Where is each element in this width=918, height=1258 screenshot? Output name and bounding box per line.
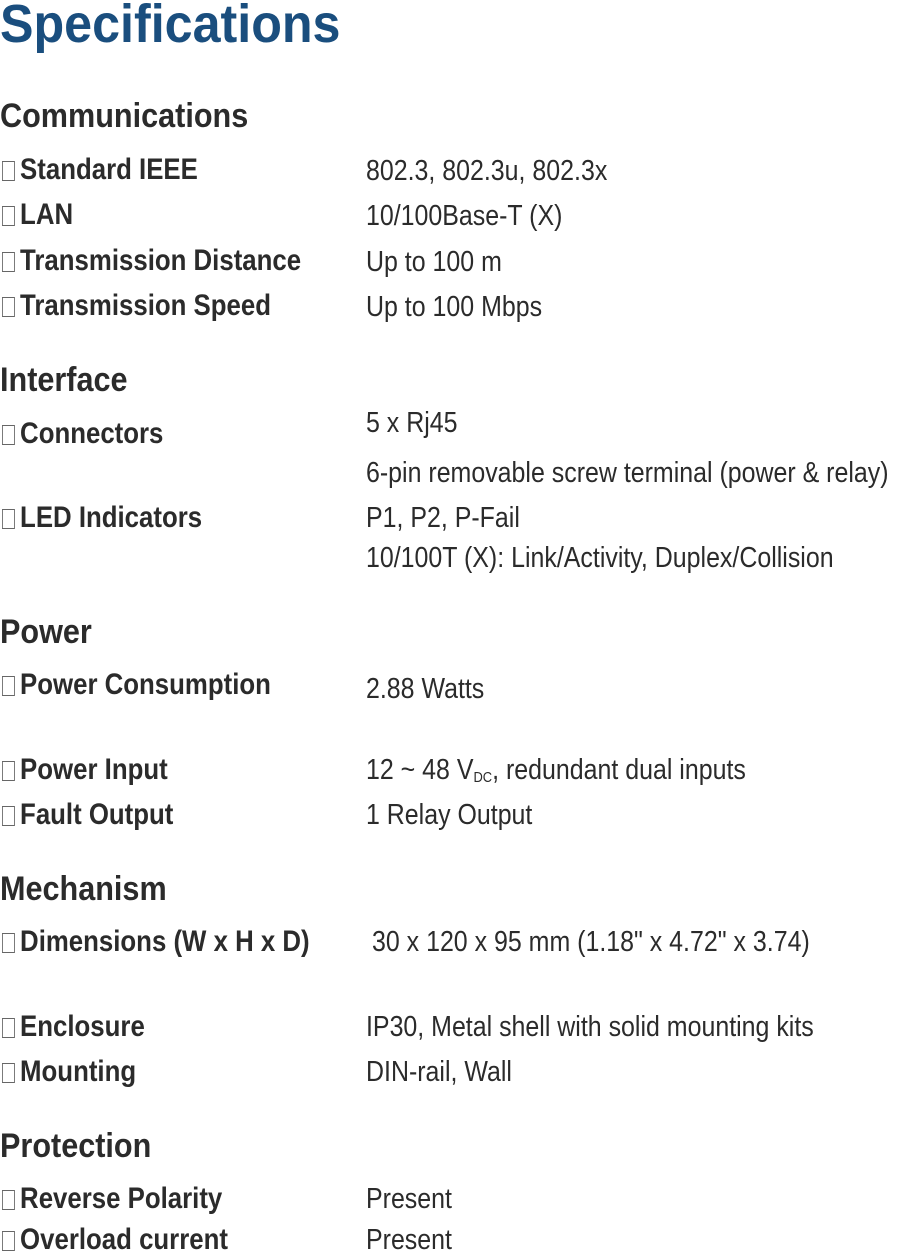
checkbox-glyph-icon bbox=[2, 297, 15, 317]
spec-value-mounting: DIN-rail, Wall bbox=[366, 1056, 512, 1088]
spec-value-connectors-2: 6-pin removable screw terminal (power & relay) bbox=[366, 457, 889, 489]
spec-value-led-indicators-1: P1, P2, P-Fail bbox=[366, 502, 520, 534]
spec-label-dimensions: Dimensions (W x H x D) bbox=[2, 924, 310, 960]
checkbox-glyph-icon bbox=[2, 252, 15, 272]
checkbox-glyph-icon bbox=[2, 933, 15, 953]
spec-value-transmission-speed: Up to 100 Mbps bbox=[366, 291, 543, 323]
spec-value-enclosure: IP30, Metal shell with solid mounting kits bbox=[366, 1011, 814, 1043]
spec-value-standard-ieee: 802.3, 802.3u, 802.3x bbox=[366, 155, 608, 187]
section-heading-communications: Communications bbox=[0, 97, 249, 135]
checkbox-glyph-icon bbox=[2, 509, 15, 529]
spec-label-enclosure: Enclosure bbox=[2, 1009, 145, 1045]
spec-value-connectors-1: 5 x Rj45 bbox=[366, 407, 458, 439]
spec-label-power-consumption: Power Consumption bbox=[2, 667, 271, 703]
checkbox-glyph-icon bbox=[2, 1063, 15, 1083]
spec-value-reverse-polarity: Present bbox=[366, 1183, 452, 1215]
checkbox-glyph-icon bbox=[2, 1018, 15, 1038]
spec-value-lan: 10/100Base-T (X) bbox=[366, 200, 563, 232]
section-heading-interface: Interface bbox=[0, 361, 128, 399]
checkbox-glyph-icon bbox=[2, 806, 15, 826]
spec-label-overload-current: Overload current bbox=[2, 1222, 228, 1258]
section-heading-protection: Protection bbox=[0, 1127, 152, 1165]
spec-value-led-indicators-2: 10/100T (X): Link/Activity, Duplex/Collision bbox=[366, 542, 834, 574]
checkbox-glyph-icon bbox=[2, 206, 15, 226]
spec-value-fault-output: 1 Relay Output bbox=[366, 799, 533, 831]
spec-value-power-consumption: 2.88 Watts bbox=[366, 673, 485, 705]
spec-label-led-indicators: LED Indicators bbox=[2, 500, 202, 536]
spec-label-transmission-speed: Transmission Speed bbox=[2, 288, 271, 324]
spec-label-connectors: Connectors bbox=[2, 416, 163, 452]
checkbox-glyph-icon bbox=[2, 1231, 15, 1251]
spec-value-power-input: 12 ~ 48 $V_{DC}$, redundant dual inputs bbox=[366, 754, 746, 786]
spec-label-standard-ieee: Standard IEEE bbox=[2, 152, 198, 188]
spec-label-reverse-polarity: Reverse Polarity bbox=[2, 1181, 222, 1217]
spec-value-transmission-distance: Up to 100 m bbox=[366, 246, 502, 278]
checkbox-glyph-icon bbox=[2, 1190, 15, 1210]
section-heading-mechanism: Mechanism bbox=[0, 870, 167, 908]
section-heading-power: Power bbox=[0, 613, 92, 651]
spec-label-transmission-distance: Transmission Distance bbox=[2, 243, 301, 279]
checkbox-glyph-icon bbox=[2, 425, 15, 445]
checkbox-glyph-icon bbox=[2, 161, 15, 181]
checkbox-glyph-icon bbox=[2, 676, 15, 696]
spec-value-dimensions: 30 x 120 x 95 mm (1.18" x 4.72" x 3.74) bbox=[372, 926, 810, 958]
spec-label-fault-output: Fault Output bbox=[2, 797, 173, 833]
spec-value-overload-current: Present bbox=[366, 1224, 452, 1256]
spec-label-lan: LAN bbox=[2, 197, 73, 233]
checkbox-glyph-icon bbox=[2, 761, 15, 781]
spec-label-power-input: Power Input bbox=[2, 752, 168, 788]
spec-label-mounting: Mounting bbox=[2, 1054, 136, 1090]
page-title: Specifications bbox=[0, 0, 341, 54]
